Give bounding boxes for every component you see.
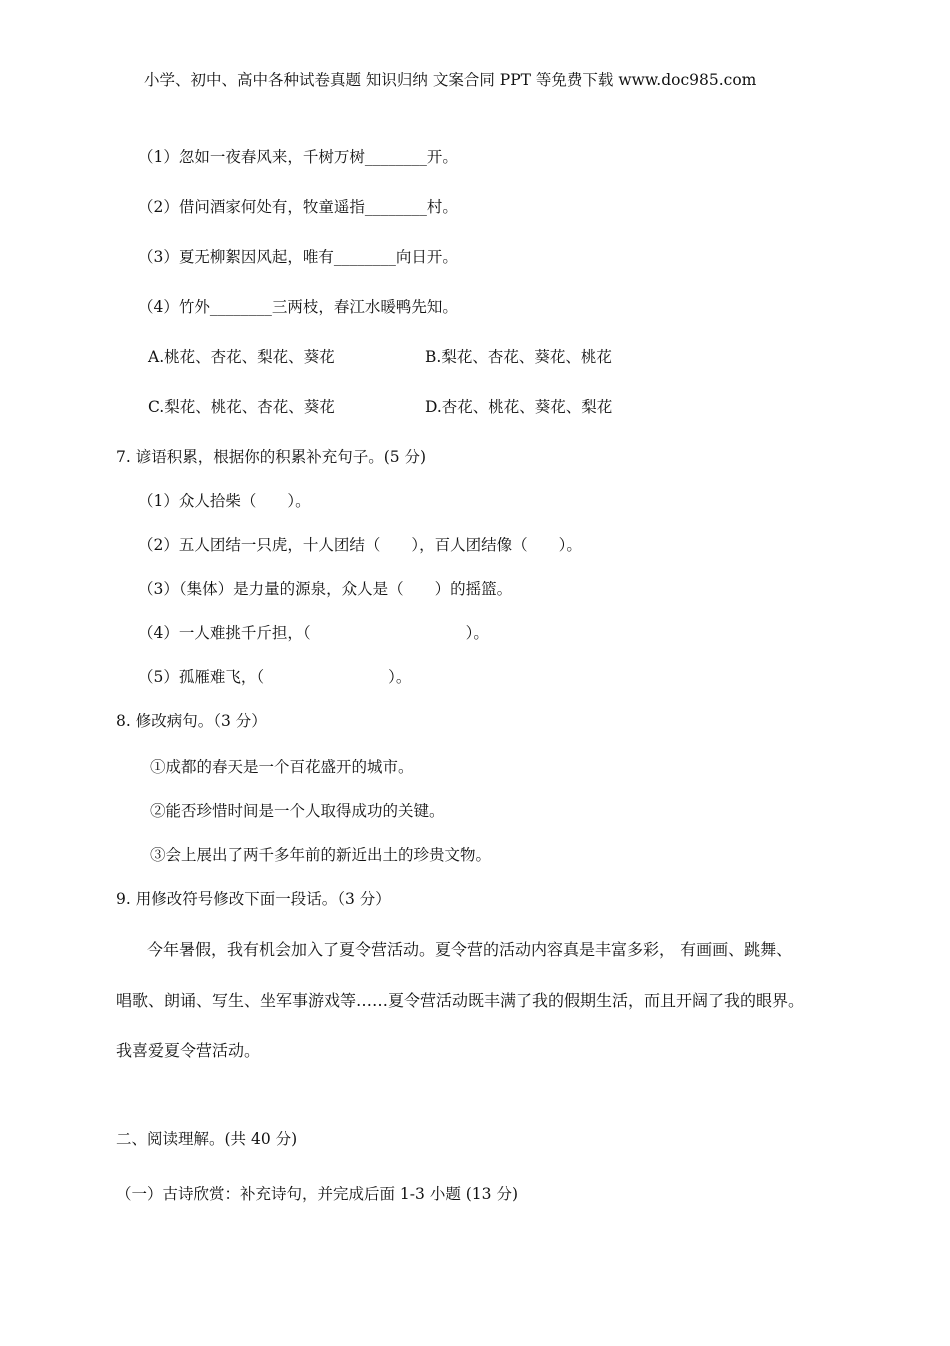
q8-sentence-2: ②能否珍惜时间是一个人取得成功的关键。 xyxy=(150,802,445,820)
q6-option-d: D.杏花、桃花、葵花、梨花 xyxy=(425,398,613,416)
q7-line-1: （1）众人拾柴（ ）。 xyxy=(138,492,311,510)
q9-paragraph-line-1: 今年暑假，我有机会加入了夏令营活动。夏令营的活动内容真是丰富多彩， 有画画、跳舞、 xyxy=(147,940,793,959)
q6-line-1: （1）忽如一夜春风来，千树万树________开。 xyxy=(138,148,458,166)
q7-line-3: （3）（集体）是力量的源泉，众人是（ ）的摇篮。 xyxy=(138,580,513,598)
q7-title: 7. 谚语积累，根据你的积累补充句子。(5 分) xyxy=(116,448,427,466)
q7-line-4: （4）一人难挑千斤担，（ ）。 xyxy=(138,624,489,642)
q6-option-c: C.梨花、桃花、杏花、葵花 xyxy=(148,398,335,416)
q8-sentence-1: ①成都的春天是一个百花盛开的城市。 xyxy=(150,758,414,776)
q6-option-b: B.梨花、杏花、葵花、桃花 xyxy=(425,348,612,366)
q9-paragraph-line-3: 我喜爱夏令营活动。 xyxy=(116,1041,261,1060)
q8-sentence-3: ③会上展出了两千多年前的新近出土的珍贵文物。 xyxy=(150,846,492,864)
q8-title: 8. 修改病句。（3 分） xyxy=(116,712,267,730)
q7-line-2: （2）五人团结一只虎，十人团结（ ），百人团结像（ ）。 xyxy=(138,536,582,554)
q6-line-4: （4）竹外________三两枝，春江水暖鸭先知。 xyxy=(138,298,458,316)
q9-title: 9. 用修改符号修改下面一段话。（3 分） xyxy=(116,890,391,908)
q6-line-3: （3）夏无柳絮因风起，唯有________向日开。 xyxy=(138,248,458,266)
q7-line-5: （5）孤雁难飞，（ ）。 xyxy=(138,668,412,686)
page-header: 小学、初中、高中各种试卷真题 知识归纳 文案合同 PPT 等免费下载 www.doc985.com xyxy=(144,71,757,89)
q9-paragraph-line-2: 唱歌、朗诵、写生、坐军事游戏等……夏令营活动既丰满了我的假期生活，而且开阔了我的眼界。 xyxy=(116,991,805,1010)
section-2-title: 二、阅读理解。(共 40 分) xyxy=(116,1130,298,1148)
section-2-subtitle: （一）古诗欣赏：补充诗句，并完成后面 1-3 小题 (13 分) xyxy=(116,1185,518,1203)
q6-option-a: A.桃花、杏花、梨花、葵花 xyxy=(148,348,335,366)
q6-line-2: （2）借问酒家何处有，牧童遥指________村。 xyxy=(138,198,458,216)
